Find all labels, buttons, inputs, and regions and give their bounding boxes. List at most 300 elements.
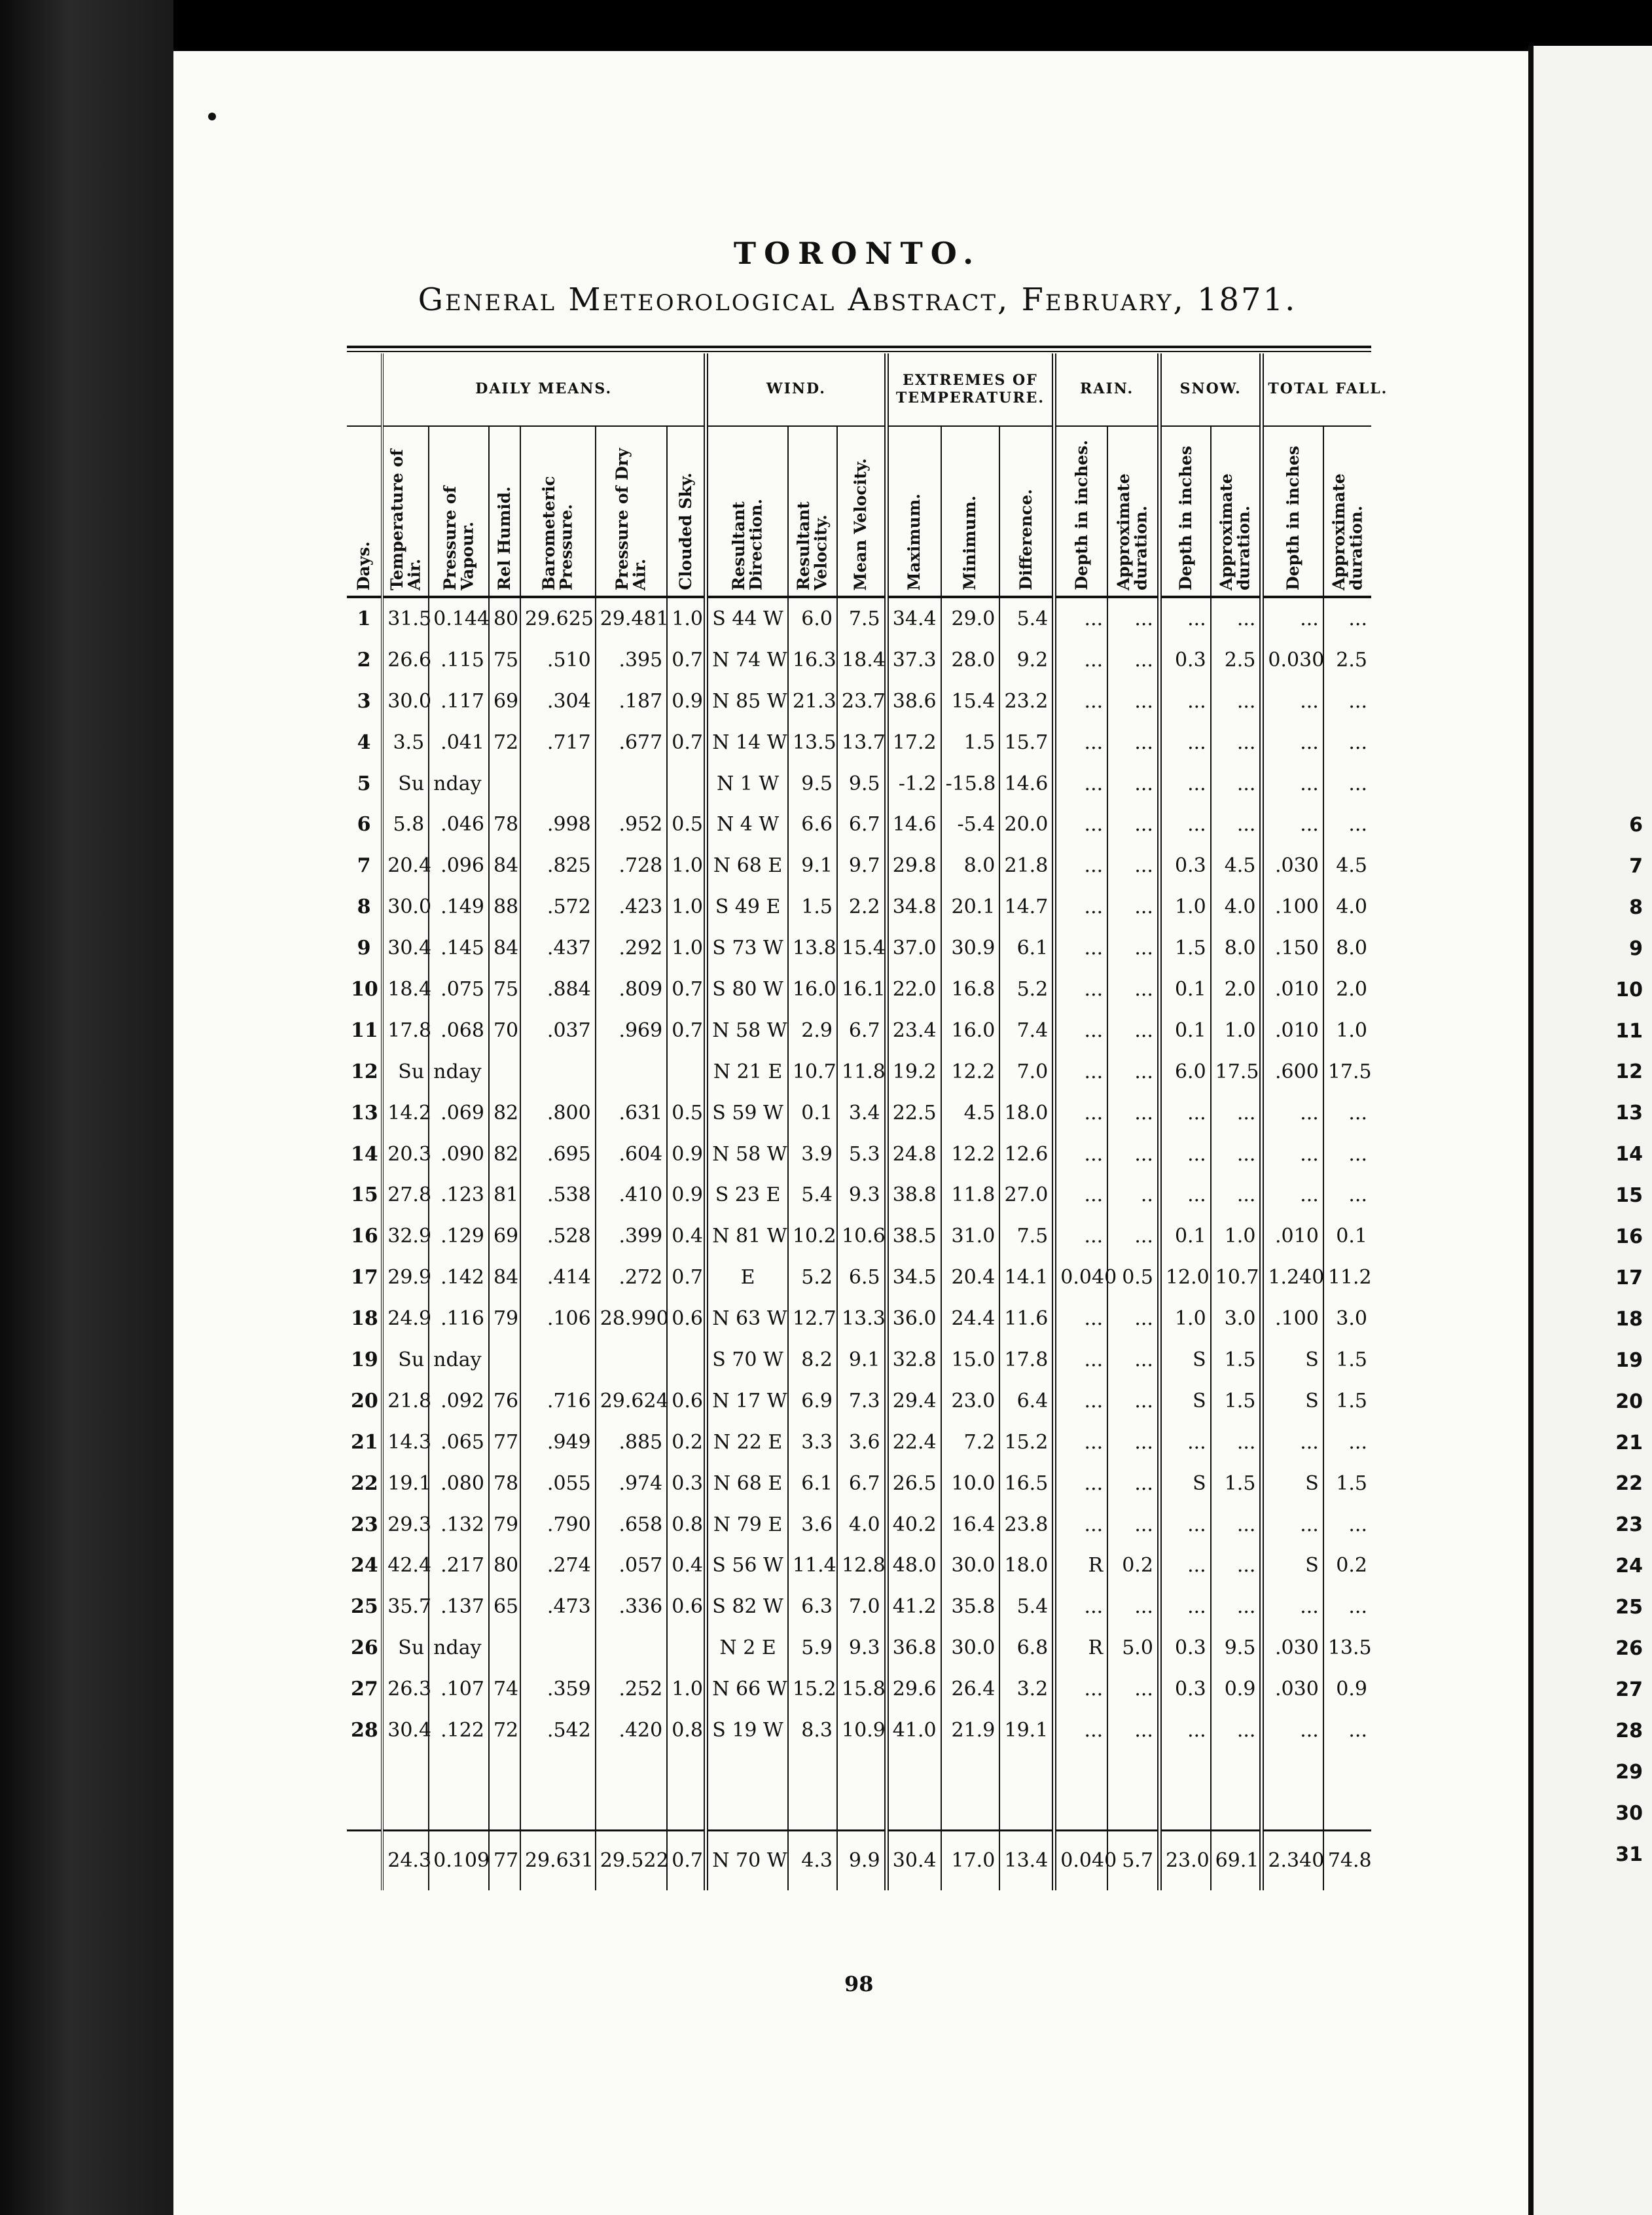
- cell-days: 5: [357, 772, 371, 795]
- cell-temperature: 3.5: [382, 722, 429, 763]
- cell-minimum: 16.8: [941, 969, 1000, 1010]
- cell-snow-duration: ...: [1211, 804, 1262, 845]
- cell-total-duration: ...: [1323, 804, 1371, 845]
- col-header-label: Resultant Direction.: [729, 498, 766, 590]
- cell-rel-humid: 69: [489, 1216, 520, 1257]
- cell-barometric-pressure: .055: [520, 1463, 596, 1504]
- cell-resultant-direction: N 58 W: [706, 1010, 788, 1051]
- cell-rain-duration: 5.0: [1107, 1627, 1159, 1668]
- cell-total-duration: 1.5: [1323, 1380, 1371, 1422]
- cell-maximum: 36.0: [886, 1298, 941, 1339]
- cell-vapour-pressure: .092: [429, 1380, 489, 1422]
- cell-dry-air-pressure: .272: [596, 1257, 668, 1298]
- cell-mean-velocity: 9.7: [837, 845, 886, 886]
- cell-snow-duration: ...: [1211, 722, 1262, 763]
- cell-difference: 15.7: [999, 722, 1054, 763]
- cell-snow-duration: 4.5: [1211, 845, 1262, 886]
- cell-days: [347, 1831, 382, 1890]
- cell-rel-humid: 77: [489, 1422, 520, 1463]
- cell-total-depth: ...: [1262, 1504, 1323, 1545]
- blank-cell: [706, 1751, 788, 1831]
- cell-rain-duration: ...: [1107, 639, 1159, 681]
- cell-rel-humid: 88: [489, 886, 520, 927]
- cell-rel-humid: 80: [489, 597, 520, 639]
- cell-clouded-sky: [667, 1627, 706, 1668]
- cell-snow-depth: S: [1159, 1339, 1210, 1380]
- col-header-vapour-pressure: [429, 426, 489, 597]
- cell-resultant-velocity: 10.2: [788, 1216, 837, 1257]
- cell-days: 19: [351, 1348, 378, 1371]
- cell-vapour-pressure: .149: [429, 886, 489, 927]
- column-header-row: [347, 426, 1371, 597]
- cell-total-depth: S: [1262, 1380, 1323, 1422]
- cell-vapour-pressure: .137: [429, 1586, 489, 1627]
- cell-clouded-sky: 0.8: [667, 1710, 706, 1751]
- cell-minimum: 28.0: [941, 639, 1000, 681]
- cell-days: 18: [351, 1307, 378, 1331]
- cell-vapour-pressure: .145: [429, 927, 489, 969]
- cell-mean-velocity: 6.7: [837, 1010, 886, 1051]
- col-header-difference: [999, 426, 1054, 597]
- cell-snow-depth: 0.1: [1159, 969, 1210, 1010]
- col-header-total-depth: [1262, 426, 1323, 597]
- cell-rel-humid: 79: [489, 1298, 520, 1339]
- cell-difference: 15.2: [999, 1422, 1054, 1463]
- cell-rel-humid: [489, 763, 520, 804]
- table-row: [347, 1627, 1371, 1668]
- cell-difference: 6.8: [999, 1627, 1054, 1668]
- cell-dry-air-pressure: .399: [596, 1216, 668, 1257]
- cell-barometric-pressure: .414: [520, 1257, 596, 1298]
- cell-barometric-pressure: 29.625: [520, 597, 596, 639]
- cell-snow-depth: 6.0: [1159, 1051, 1210, 1092]
- cell-clouded-sky: 1.0: [667, 597, 706, 639]
- cell-resultant-velocity: 6.0: [788, 597, 837, 639]
- cell-resultant-velocity: 11.4: [788, 1545, 837, 1586]
- cell-resultant-velocity: 9.5: [788, 763, 837, 804]
- cell-rain-duration: ...: [1107, 969, 1159, 1010]
- group-rain: RAIN.: [1054, 353, 1160, 426]
- cell-barometric-pressure: .695: [520, 1134, 596, 1175]
- cell-difference: 3.2: [999, 1668, 1054, 1710]
- adjacent-page-day-number: 13: [1615, 1102, 1643, 1125]
- adjacent-page-day-number: 14: [1615, 1143, 1643, 1166]
- blank-cell: [1323, 1751, 1371, 1831]
- blank-rows: [347, 1751, 1371, 1831]
- cell-difference: 7.5: [999, 1216, 1054, 1257]
- cell-resultant-direction: S 70 W: [706, 1339, 788, 1380]
- cell-minimum: 11.8: [941, 1174, 1000, 1216]
- cell-rel-humid: 74: [489, 1668, 520, 1710]
- cell-maximum: 38.8: [886, 1174, 941, 1216]
- cell-rain-depth: ...: [1054, 1010, 1107, 1051]
- cell-days: 23: [351, 1513, 378, 1536]
- cell-mean-velocity: 12.8: [837, 1545, 886, 1586]
- cell-mean-velocity: 6.5: [837, 1257, 886, 1298]
- cell-rain-depth: ...: [1054, 927, 1107, 969]
- cell-rain-depth: ...: [1054, 1422, 1107, 1463]
- cell-snow-duration: 4.0: [1211, 886, 1262, 927]
- cell-temperature: 42.4: [382, 1545, 429, 1586]
- blank-cell: [347, 1751, 382, 1831]
- cell-dry-air-pressure: .952: [596, 804, 668, 845]
- cell-resultant-velocity: 16.0: [788, 969, 837, 1010]
- cell-difference: 5.4: [999, 597, 1054, 639]
- cell-snow-depth: 1.0: [1159, 1298, 1210, 1339]
- col-header-label: Clouded Sky.: [675, 473, 695, 590]
- table-row: [347, 1216, 1371, 1257]
- cell-rel-humid: 75: [489, 639, 520, 681]
- cell-dry-air-pressure: .658: [596, 1504, 668, 1545]
- cell-minimum: 20.4: [941, 1257, 1000, 1298]
- cell-dry-air-pressure: [596, 1339, 668, 1380]
- cell-difference: 5.4: [999, 1586, 1054, 1627]
- cell-maximum: 14.6: [886, 804, 941, 845]
- cell-maximum: 29.8: [886, 845, 941, 886]
- cell-difference: 20.0: [999, 804, 1054, 845]
- blank-cell: [596, 1751, 668, 1831]
- cell-temperature: 20.4: [382, 845, 429, 886]
- cell-rel-humid: [489, 1339, 520, 1380]
- cell-rain-duration: ...: [1107, 722, 1159, 763]
- cell-rain-depth: R: [1054, 1545, 1107, 1586]
- cell-total-duration: ...: [1323, 1092, 1371, 1134]
- blank-cell: [489, 1751, 520, 1831]
- cell-rel-humid: 76: [489, 1380, 520, 1422]
- cell-vapour-pressure: .075: [429, 969, 489, 1010]
- col-header-label: Minimum.: [960, 495, 980, 590]
- cell-temperature: 17.8: [382, 1010, 429, 1051]
- cell-rain-duration: ...: [1107, 1298, 1159, 1339]
- col-header-maximum: [886, 426, 941, 597]
- cell-total-duration: ...: [1323, 1504, 1371, 1545]
- cell-vapour-pressure: .142: [429, 1257, 489, 1298]
- cell-maximum: 34.8: [886, 886, 941, 927]
- cell-resultant-velocity: 15.2: [788, 1668, 837, 1710]
- cell-resultant-direction: N 85 W: [706, 681, 788, 722]
- cell-clouded-sky: 1.0: [667, 927, 706, 969]
- cell-temperature: 27.8: [382, 1174, 429, 1216]
- cell-mean-velocity: 9.1: [837, 1339, 886, 1380]
- adjacent-page-day-number: 10: [1615, 978, 1643, 1001]
- blank-cell: [382, 1751, 429, 1831]
- cell-barometric-pressure: 29.631: [520, 1831, 596, 1890]
- cell-rain-depth: ...: [1054, 1380, 1107, 1422]
- adjacent-page-day-number: 19: [1615, 1348, 1643, 1372]
- cell-minimum: 8.0: [941, 845, 1000, 886]
- cell-rel-humid: 84: [489, 927, 520, 969]
- scan-left-margin: [0, 0, 173, 2215]
- cell-rel-humid: 80: [489, 1545, 520, 1586]
- cell-days: 16: [351, 1225, 378, 1248]
- cell-snow-duration: 2.0: [1211, 969, 1262, 1010]
- cell-days: 13: [351, 1101, 378, 1125]
- cell-days: 3: [357, 689, 371, 713]
- cell-days: 10: [351, 977, 378, 1001]
- cell-clouded-sky: 0.5: [667, 804, 706, 845]
- cell-rain-duration: ...: [1107, 845, 1159, 886]
- cell-barometric-pressure: .274: [520, 1545, 596, 1586]
- cell-total-depth: ...: [1262, 763, 1323, 804]
- group-snow: SNOW.: [1159, 353, 1261, 426]
- cell-barometric-pressure: .037: [520, 1010, 596, 1051]
- cell-days: 17: [351, 1266, 378, 1289]
- cell-barometric-pressure: .998: [520, 804, 596, 845]
- cell-rain-depth: ...: [1054, 1504, 1107, 1545]
- cell-maximum: 36.8: [886, 1627, 941, 1668]
- cell-total-duration: 17.5: [1323, 1051, 1371, 1092]
- cell-rel-humid: 82: [489, 1092, 520, 1134]
- adjacent-page-edge: [1528, 46, 1652, 2215]
- cell-dry-air-pressure: .969: [596, 1010, 668, 1051]
- cell-resultant-direction: N 79 E: [706, 1504, 788, 1545]
- cell-maximum: 34.5: [886, 1257, 941, 1298]
- cell-rain-depth: ...: [1054, 1174, 1107, 1216]
- cell-rain-depth: ...: [1054, 1339, 1107, 1380]
- cell-maximum: 23.4: [886, 1010, 941, 1051]
- table-row: [347, 597, 1371, 639]
- cell-snow-depth: ...: [1159, 804, 1210, 845]
- cell-total-depth: 2.340: [1262, 1831, 1323, 1890]
- cell-snow-duration: 10.7: [1211, 1257, 1262, 1298]
- adjacent-page-day-number: 24: [1615, 1555, 1643, 1578]
- cell-rain-duration: ...: [1107, 1710, 1159, 1751]
- cell-vapour-pressure: .065: [429, 1422, 489, 1463]
- blank-cell: [1211, 1751, 1262, 1831]
- cell-resultant-velocity: 2.9: [788, 1010, 837, 1051]
- cell-snow-duration: 1.0: [1211, 1010, 1262, 1051]
- meteorological-table: [347, 353, 1388, 1890]
- cell-temperature: 26.3: [382, 1668, 429, 1710]
- cell-snow-depth: 0.3: [1159, 639, 1210, 681]
- cell-snow-duration: 1.0: [1211, 1216, 1262, 1257]
- cell-total-duration: 11.2: [1323, 1257, 1371, 1298]
- cell-total-duration: ...: [1323, 681, 1371, 722]
- cell-rel-humid: 77: [489, 1831, 520, 1890]
- cell-snow-duration: ...: [1211, 1092, 1262, 1134]
- cell-minimum: 30.0: [941, 1627, 1000, 1668]
- cell-snow-duration: ...: [1211, 763, 1262, 804]
- cell-rel-humid: 75: [489, 969, 520, 1010]
- cell-resultant-velocity: 21.3: [788, 681, 837, 722]
- cell-total-duration: 0.2: [1323, 1545, 1371, 1586]
- adjacent-page-day-number: 12: [1615, 1060, 1643, 1084]
- cell-snow-depth: ...: [1159, 763, 1210, 804]
- cell-total-depth: ...: [1262, 1710, 1323, 1751]
- cell-minimum: 29.0: [941, 597, 1000, 639]
- cell-total-duration: ...: [1323, 1422, 1371, 1463]
- col-header-dry-air-pressure: [596, 426, 668, 597]
- cell-total-duration: ...: [1323, 722, 1371, 763]
- table-row: [347, 681, 1371, 722]
- cell-temperature: 35.7: [382, 1586, 429, 1627]
- cell-total-depth: 1.240: [1262, 1257, 1323, 1298]
- cell-mean-velocity: 18.4: [837, 639, 886, 681]
- cell-resultant-velocity: 0.1: [788, 1092, 837, 1134]
- cell-resultant-velocity: 10.7: [788, 1051, 837, 1092]
- adjacent-page-day-number: 30: [1615, 1801, 1643, 1825]
- cell-total-duration: 74.8: [1323, 1831, 1371, 1890]
- cell-clouded-sky: 0.7: [667, 1010, 706, 1051]
- cell-snow-depth: ...: [1159, 1134, 1210, 1175]
- col-header-label: Pressure of Vapour.: [440, 486, 477, 590]
- cell-difference: 19.1: [999, 1710, 1054, 1751]
- cell-rain-depth: ...: [1054, 722, 1107, 763]
- col-header-label: Mean Velocity.: [851, 458, 871, 590]
- cell-temperature: Su: [382, 1627, 429, 1668]
- cell-barometric-pressure: .717: [520, 722, 596, 763]
- cell-snow-duration: ...: [1211, 597, 1262, 639]
- cell-clouded-sky: 1.0: [667, 1668, 706, 1710]
- cell-temperature: 32.9: [382, 1216, 429, 1257]
- blank-cell: [999, 1751, 1054, 1831]
- table-body: [347, 597, 1371, 1890]
- cell-resultant-velocity: 8.3: [788, 1710, 837, 1751]
- cell-rain-duration: ..: [1107, 1174, 1159, 1216]
- page-number: 98: [844, 1972, 874, 1996]
- cell-snow-duration: 3.0: [1211, 1298, 1262, 1339]
- cell-difference: 13.4: [999, 1831, 1054, 1890]
- cell-maximum: 38.6: [886, 681, 941, 722]
- col-header-days: [347, 426, 382, 597]
- cell-temperature: 30.0: [382, 886, 429, 927]
- cell-clouded-sky: 0.6: [667, 1298, 706, 1339]
- cell-minimum: 21.9: [941, 1710, 1000, 1751]
- cell-maximum: 34.4: [886, 597, 941, 639]
- cell-resultant-velocity: 9.1: [788, 845, 837, 886]
- cell-mean-velocity: 4.0: [837, 1504, 886, 1545]
- cell-temperature: 29.9: [382, 1257, 429, 1298]
- cell-maximum: 22.0: [886, 969, 941, 1010]
- cell-difference: 7.4: [999, 1010, 1054, 1051]
- totals-row: [347, 1831, 1371, 1890]
- col-header-label: Approximate duration.: [1217, 473, 1253, 590]
- cell-maximum: 19.2: [886, 1051, 941, 1092]
- cell-snow-depth: ...: [1159, 1504, 1210, 1545]
- cell-rain-duration: ...: [1107, 1380, 1159, 1422]
- cell-total-depth: .600: [1262, 1051, 1323, 1092]
- cell-temperature: 30.0: [382, 681, 429, 722]
- cell-dry-air-pressure: 29.522: [596, 1831, 668, 1890]
- adjacent-page-day-number: 21: [1615, 1431, 1643, 1454]
- cell-vapour-pressure: .116: [429, 1298, 489, 1339]
- cell-resultant-direction: N 22 E: [706, 1422, 788, 1463]
- cell-rain-depth: ...: [1054, 763, 1107, 804]
- cell-total-duration: ...: [1323, 597, 1371, 639]
- cell-rain-duration: ...: [1107, 1051, 1159, 1092]
- cell-days: 7: [357, 854, 371, 878]
- cell-dry-air-pressure: .057: [596, 1545, 668, 1586]
- cell-clouded-sky: 0.9: [667, 1134, 706, 1175]
- cell-days: 6: [357, 813, 371, 837]
- cell-rain-duration: ...: [1107, 681, 1159, 722]
- col-header-label: Difference.: [1016, 489, 1035, 590]
- cell-days: 20: [351, 1389, 378, 1413]
- cell-difference: 7.0: [999, 1051, 1054, 1092]
- group-header-row: [347, 353, 1371, 426]
- cell-mean-velocity: 15.4: [837, 927, 886, 969]
- cell-snow-duration: 1.5: [1211, 1380, 1262, 1422]
- cell-snow-duration: 8.0: [1211, 927, 1262, 969]
- cell-resultant-velocity: 3.6: [788, 1504, 837, 1545]
- cell-clouded-sky: 0.3: [667, 1463, 706, 1504]
- cell-maximum: 26.5: [886, 1463, 941, 1504]
- cell-snow-depth: ...: [1159, 1545, 1210, 1586]
- cell-barometric-pressure: .106: [520, 1298, 596, 1339]
- cell-minimum: 7.2: [941, 1422, 1000, 1463]
- cell-minimum: -15.8: [941, 763, 1000, 804]
- cell-vapour-pressure: .080: [429, 1463, 489, 1504]
- cell-temperature: Su: [382, 763, 429, 804]
- col-header-label: Maximum.: [904, 493, 924, 590]
- cell-barometric-pressure: .510: [520, 639, 596, 681]
- cell-barometric-pressure: .542: [520, 1710, 596, 1751]
- cell-total-depth: ...: [1262, 1134, 1323, 1175]
- cell-maximum: 37.0: [886, 927, 941, 969]
- cell-clouded-sky: 0.4: [667, 1545, 706, 1586]
- cell-rain-depth: ...: [1054, 845, 1107, 886]
- cell-snow-depth: ...: [1159, 681, 1210, 722]
- cell-resultant-velocity: 4.3: [788, 1831, 837, 1890]
- cell-rain-duration: ...: [1107, 1422, 1159, 1463]
- cell-barometric-pressure: [520, 1051, 596, 1092]
- cell-vapour-pressure: .068: [429, 1010, 489, 1051]
- cell-difference: 11.6: [999, 1298, 1054, 1339]
- cell-rain-duration: ...: [1107, 1668, 1159, 1710]
- cell-difference: 17.8: [999, 1339, 1054, 1380]
- col-header-resultant-direction: [706, 426, 788, 597]
- table-row: [347, 1586, 1371, 1627]
- cell-total-duration: ...: [1323, 1586, 1371, 1627]
- cell-snow-duration: ...: [1211, 1422, 1262, 1463]
- cell-resultant-direction: S 59 W: [706, 1092, 788, 1134]
- cell-snow-duration: 2.5: [1211, 639, 1262, 681]
- cell-clouded-sky: 0.7: [667, 969, 706, 1010]
- cell-days: 26: [351, 1636, 378, 1660]
- cell-total-duration: 4.5: [1323, 845, 1371, 886]
- blank-cell: [886, 1751, 941, 1831]
- cell-barometric-pressure: .884: [520, 969, 596, 1010]
- cell-temperature: 24.3: [382, 1831, 429, 1890]
- top-rule: [347, 346, 1371, 348]
- adjacent-page-day-number: 29: [1615, 1760, 1643, 1784]
- cell-barometric-pressure: .572: [520, 886, 596, 927]
- cell-rain-depth: ...: [1054, 1216, 1107, 1257]
- cell-barometric-pressure: .304: [520, 681, 596, 722]
- group-total-fall: TOTAL FALL.: [1262, 353, 1371, 426]
- cell-rain-depth: ...: [1054, 886, 1107, 927]
- cell-barometric-pressure: .825: [520, 845, 596, 886]
- cell-rain-depth: ...: [1054, 597, 1107, 639]
- adjacent-page-day-number: 27: [1615, 1678, 1643, 1701]
- cell-temperature: 5.8: [382, 804, 429, 845]
- cell-mean-velocity: 7.0: [837, 1586, 886, 1627]
- table-row: [347, 763, 1371, 804]
- col-header-mean-velocity: [837, 426, 886, 597]
- cell-clouded-sky: 0.7: [667, 722, 706, 763]
- cell-difference: 21.8: [999, 845, 1054, 886]
- cell-resultant-direction: N 81 W: [706, 1216, 788, 1257]
- cell-snow-depth: 0.1: [1159, 1010, 1210, 1051]
- blank-cell: [667, 1751, 706, 1831]
- cell-days: 22: [351, 1471, 378, 1495]
- cell-maximum: 22.5: [886, 1092, 941, 1134]
- table-row: [347, 1545, 1371, 1586]
- cell-mean-velocity: 7.3: [837, 1380, 886, 1422]
- cell-rain-duration: ...: [1107, 1463, 1159, 1504]
- cell-resultant-velocity: 3.3: [788, 1422, 837, 1463]
- cell-minimum: 20.1: [941, 886, 1000, 927]
